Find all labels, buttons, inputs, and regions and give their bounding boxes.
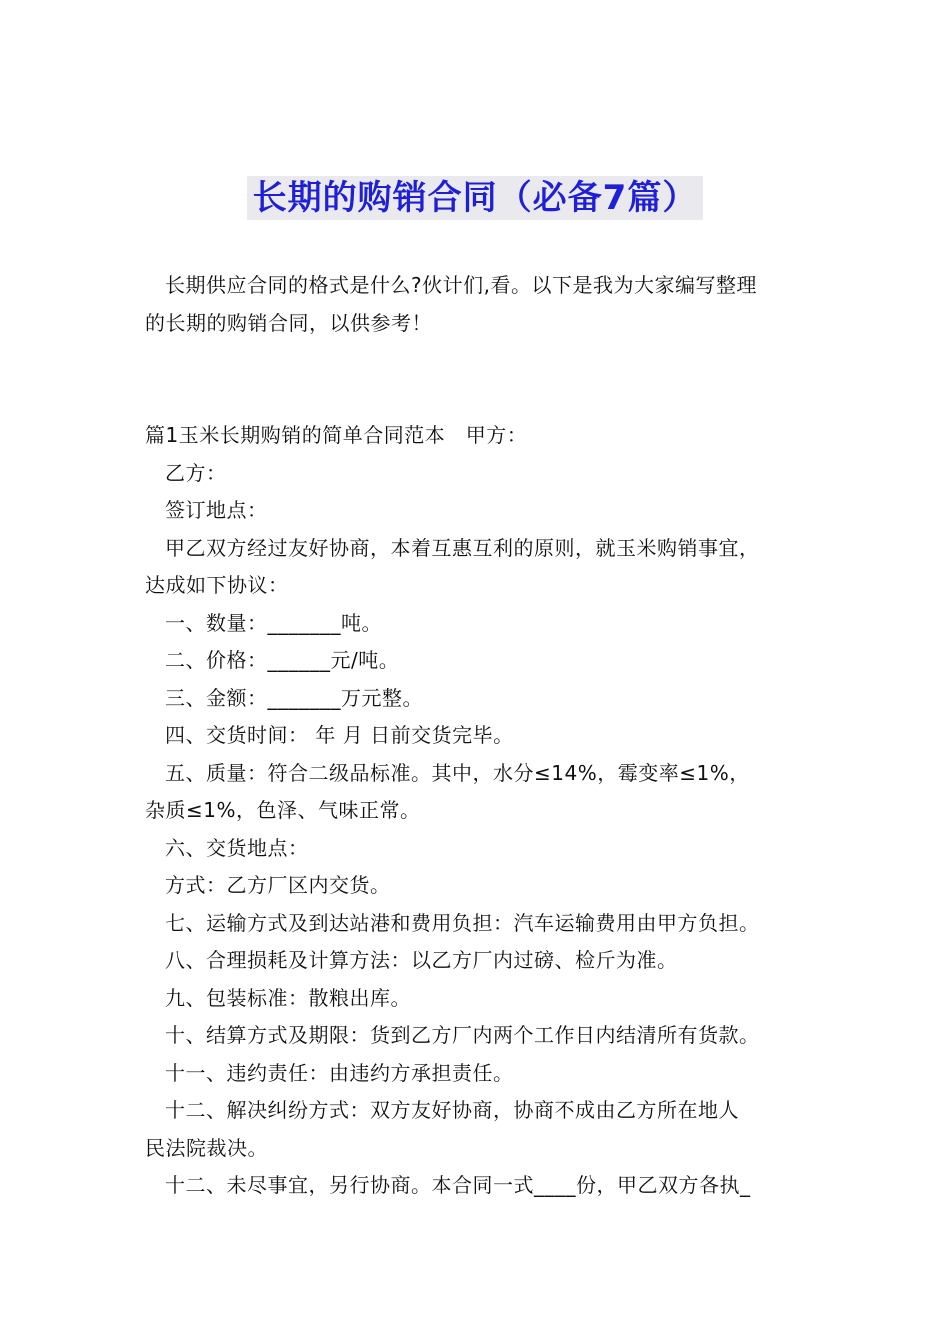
clause-amount: 三、金额：_______万元整。 [165, 685, 423, 710]
title-container [0, 176, 950, 220]
section-heading: 篇1玉米长期购销的简单合同范本 甲方： [145, 423, 528, 447]
signing-place-line: 签订地点： [165, 498, 268, 522]
clause-other-matters: 十二、未尽事宜，另行协商。本合同一式____份，甲乙双方各执_ [165, 1173, 751, 1197]
document-title: 长期的购销合同（必备7篇） [247, 176, 704, 220]
clause-transport: 七、运输方式及到达站港和费用负担：汽车运输费用由甲方负担。 [165, 910, 760, 935]
clause-settlement: 十、结算方式及期限：货到乙方厂内两个工作日内结清所有货款。 [165, 1023, 760, 1047]
clause-quality-line-1: 五、质量：符合二级品标准。其中，水分≤14%，霉变率≤1%， [165, 760, 750, 785]
agreement-preamble-line-1: 甲乙双方经过友好协商，本着互惠互利的原则，就玉米购销事宜， [165, 535, 760, 560]
clause-liability: 十一、违约责任：由违约方承担责任。 [165, 1060, 514, 1085]
agreement-preamble-line-2: 达成如下协议： [145, 573, 289, 597]
clause-quality-line-2: 杂质≤1%，色泽、气味正常。 [145, 798, 421, 822]
clause-delivery-time: 四、交货时间： 年 月 日前交货完毕。 [165, 723, 514, 747]
intro-line-2: 的长期的购销合同，以供参考！ [145, 310, 432, 335]
clause-quantity: 一、数量：_______吨。 [165, 610, 382, 635]
clause-price: 二、价格：______元/吨。 [165, 648, 400, 672]
paragraph-gap [145, 342, 815, 417]
clause-dispute-line-1: 十二、解决纠纷方式：双方友好协商，协商不成由乙方所在地人 [165, 1098, 739, 1122]
clause-dispute-line-2: 民法院裁决。 [145, 1135, 268, 1160]
document-body [145, 267, 815, 1205]
clause-loss: 八、合理损耗及计算方法：以乙方厂内过磅、检斤为准。 [165, 948, 678, 972]
clause-delivery-method: 方式：乙方厂区内交货。 [165, 873, 391, 897]
intro-line-1: 长期供应合同的格式是什么?伙计们,看。以下是我为大家编写整理 [165, 273, 757, 297]
party-b-line: 乙方： [165, 460, 227, 485]
clause-delivery-place: 六、交货地点： [165, 835, 309, 860]
clause-packaging: 九、包装标准：散粮出库。 [165, 985, 411, 1010]
